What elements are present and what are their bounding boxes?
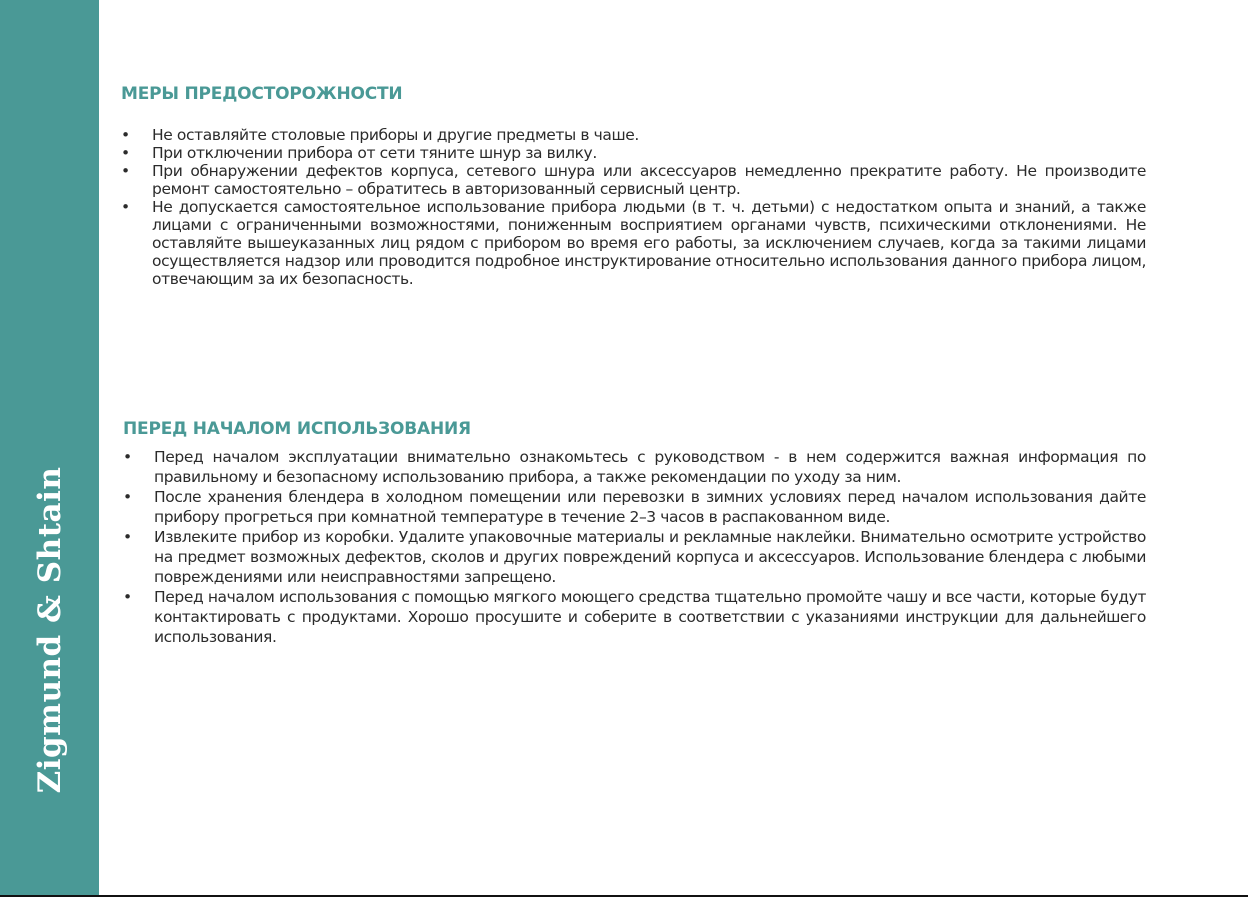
list-item: • Перед началом использования с помощью мягкого моющего средства тщательно промойте чашу и все части, которые будут контактировать с продуктами. Хорошо просушите и соберите в соответствии с указаниями инструкции для дальнейшего использования. <box>123 587 1146 647</box>
section-precautions <box>121 83 1146 288</box>
list-item: • Перед началом эксплуатации внимательно ознакомьтесь с руководством - в нем содержится важная информация по правильному и безопасному использованию прибора, а также рекомендации по уходу за ним. <box>123 447 1146 487</box>
section-heading: ПЕРЕД НАЧАЛОМ ИСПОЛЬЗОВАНИЯ <box>123 419 471 439</box>
list-item: • Не допускается самостоятельное использование прибора людьми (в т. ч. детьми) с недостатком опыта и знаний, а также лицами с ограниченными возможностями, пониженным восприятием органами чувств, психическими отклонениями. Не оставляйте вышеуказанных лиц рядом с прибором во время его работы, за исключением случаев, когда за такими лицами осуществляется надзор или проводится подробное инструктирование относительно использования данного прибора лицом, отвечающим за их безопасность. <box>121 198 1146 288</box>
list-item: • При обнаружении дефектов корпуса, сетевого шнура или аксессуаров немедленно прекратите работу. Не производите ремонт самостоятельно – обратитесь в авторизованный сервисный центр. <box>121 162 1146 198</box>
bullet-list <box>121 126 1146 288</box>
list-item: • При отключении прибора от сети тяните шнур за вилку. <box>121 144 1146 162</box>
brand-logo: Zigmund & Shtain <box>32 466 68 794</box>
list-item: • После хранения блендера в холодном помещении или перевозки в зимних условиях перед началом использования дайте прибору прогреться при комнатной температуре в течение 2–3 часов в распакованном виде. <box>123 487 1146 527</box>
bullet-list <box>123 447 1146 647</box>
section-heading: МЕРЫ ПРЕДОСТОРОЖНОСТИ <box>121 84 403 104</box>
sidebar-band <box>0 0 99 896</box>
section-before-use <box>123 418 1146 647</box>
list-item: • Извлеките прибор из коробки. Удалите упаковочные материалы и рекламные наклейки. Внимательно осмотрите устройство на предмет возможных дефектов, сколов и других повреждений корпуса и аксессуаров. Использование блендера с любыми повреждениями или неисправностями запрещено. <box>123 527 1146 587</box>
list-item: • Не оставляйте столовые приборы и другие предметы в чаше. <box>121 126 1146 144</box>
